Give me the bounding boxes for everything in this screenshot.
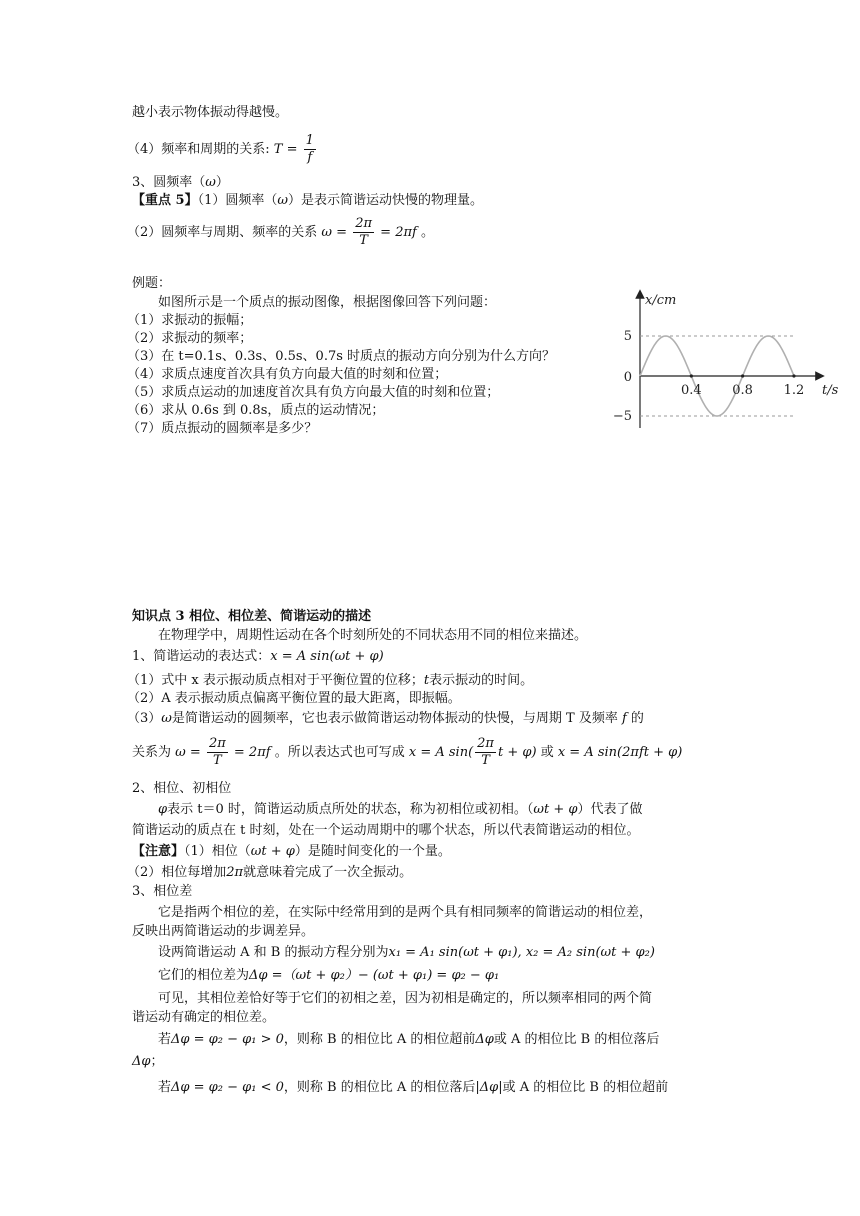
math-expression: Δφ bbox=[132, 1054, 151, 1069]
math-symbol: ω bbox=[205, 175, 216, 190]
fraction-numerator: 2π bbox=[208, 736, 226, 751]
text-line bbox=[158, 967, 499, 985]
math-symbol: t bbox=[423, 673, 430, 688]
text-segment: （3） bbox=[127, 711, 162, 726]
text-line bbox=[127, 132, 318, 168]
x-tick-mark bbox=[690, 374, 693, 377]
text-segment: 表示 t＝0 时，简谐运动质点所处的状态，称为初相位或初相。（ bbox=[167, 802, 534, 817]
y-tick-label: −5 bbox=[612, 409, 632, 424]
math-expression: Δφ bbox=[475, 1032, 494, 1047]
text-line bbox=[132, 192, 483, 210]
x-tick-mark bbox=[741, 374, 744, 377]
fraction-denominator: f bbox=[307, 150, 313, 165]
text-line: 反映出两简谐运动的步调差异。 bbox=[132, 924, 315, 939]
text-line bbox=[132, 734, 682, 772]
text-segment: 设两简谐运动 A 和 B 的振动方程分别为 bbox=[158, 945, 389, 960]
highlight-label: 【重点 5】 bbox=[132, 193, 198, 208]
text-segment: 若 bbox=[158, 1032, 172, 1047]
text-segment: 3、圆频率（ bbox=[132, 175, 206, 190]
text-segment: （1）相位（ bbox=[184, 844, 251, 859]
text-segment: ； bbox=[150, 1054, 164, 1069]
question-item: （1）求振动的振幅； bbox=[127, 313, 253, 328]
text-segment: 它们的相位差为 bbox=[158, 968, 250, 983]
text-segment: 关系为 bbox=[132, 745, 172, 760]
question-item: （5）求质点运动的加速度首次具有负方向最大值的时刻和位置； bbox=[127, 385, 500, 400]
text-line: 简谐运动的质点在 t 时刻，处在一个运动周期中的哪个状态，所以代表简谐运动的相位。 bbox=[132, 823, 640, 838]
text-segment: ）是随时间变化的一个量。 bbox=[294, 844, 451, 859]
text-line bbox=[158, 1079, 668, 1097]
text-segment: 。 bbox=[420, 225, 434, 240]
text-line: 越小表示物体振动得越慢。 bbox=[132, 105, 289, 120]
text-segment: 。所以表达式也可写成 bbox=[274, 745, 405, 760]
math-expression: = 2πf bbox=[380, 225, 417, 240]
math-symbol: ω bbox=[161, 711, 172, 726]
text-segment: （1）圆频率（ bbox=[197, 193, 278, 208]
text-line: （2）A 表示振动质点偏离平衡位置的最大距离，即振幅。 bbox=[127, 691, 461, 706]
x-tick-label: 0.4 bbox=[680, 383, 702, 398]
text-segment: 的 bbox=[630, 711, 644, 726]
text-line bbox=[127, 672, 533, 690]
text-line: 2、相位、初相位 bbox=[132, 781, 232, 796]
x-tick-label: 0.8 bbox=[732, 383, 753, 398]
text-segment: 或 bbox=[540, 745, 554, 760]
math-expression: ωt + φ bbox=[533, 802, 578, 817]
text-segment: 是简谐运动的圆频率，它也表示做简谐运动物体振动的快慢，与周期 T 及频率 bbox=[171, 711, 618, 726]
question-item: （2）求振动的频率； bbox=[127, 331, 253, 346]
text-line bbox=[132, 174, 229, 192]
text-line: 在物理学中，周期性运动在各个时刻所处的不同状态用不同的相位来描述。 bbox=[158, 628, 588, 643]
x-tick-label: 1.2 bbox=[783, 383, 805, 398]
question-item: （7）质点振动的圆频率是多少？ bbox=[127, 421, 318, 436]
text-line bbox=[132, 843, 451, 861]
text-line bbox=[158, 801, 642, 819]
text-segment: （1）式中 x 表示振动质点相对于平衡位置的位移； bbox=[127, 673, 424, 688]
text-segment: ，则称 B 的相位比 A 的相位超前 bbox=[283, 1032, 476, 1047]
math-expression: = 2πf bbox=[233, 745, 271, 760]
math-expression: x = A sin( bbox=[408, 745, 474, 760]
math-expression: |Δφ| bbox=[475, 1080, 503, 1095]
text-line: 谐运动有确定的相位差。 bbox=[132, 1010, 276, 1025]
text-line bbox=[132, 648, 384, 666]
text-line: 3、相位差 bbox=[132, 884, 193, 899]
math-expression: x = A sin(ωt + φ) bbox=[270, 649, 384, 664]
math-symbol: φ bbox=[158, 802, 168, 817]
text-segment: ）是表示简谐运动快慢的物理量。 bbox=[287, 193, 483, 208]
math-expression: x = A sin(2πft + φ) bbox=[557, 745, 683, 760]
text-line bbox=[158, 944, 655, 962]
math-expression: Δφ =（ωt + φ₂）− (ωt + φ₁) = φ₂ − φ₁ bbox=[249, 968, 500, 983]
text-line bbox=[127, 864, 412, 882]
fraction bbox=[207, 736, 228, 769]
fraction-denominator: T bbox=[359, 233, 368, 248]
fraction bbox=[475, 736, 496, 769]
text-line bbox=[132, 1053, 164, 1071]
x-axis-label: t/s bbox=[822, 383, 839, 398]
text-segment: ）代表了做 bbox=[577, 802, 643, 817]
y-tick-label: 5 bbox=[623, 329, 632, 344]
text-segment: 就意味着完成了一次全振动。 bbox=[243, 865, 413, 880]
text-segment: （4）频率和周期的关系: bbox=[127, 142, 270, 157]
text-segment: 1、简谐运动的表达式： bbox=[132, 649, 271, 664]
text-segment: 或 A 的相位比 B 的相位落后 bbox=[493, 1032, 660, 1047]
fraction-denominator: T bbox=[213, 753, 222, 768]
text-segment: （2）圆频率与周期、频率的关系 bbox=[127, 225, 318, 240]
vibration-graph bbox=[600, 288, 850, 443]
math-expression: 2π bbox=[226, 865, 244, 880]
question-item: （4）求质点速度首次具有负方向最大值的时刻和位置； bbox=[127, 367, 448, 382]
text-line: 它是指两个相位的差，在实际中经常用到的是两个具有相同频率的简谐运动的相位差， bbox=[158, 905, 653, 920]
math-expression: Δφ = φ₂ − φ₁ > 0 bbox=[171, 1032, 284, 1047]
math-symbol: ω bbox=[277, 193, 288, 208]
fraction bbox=[304, 133, 316, 166]
math-expression: ω = bbox=[321, 225, 348, 240]
example-intro: 如图所示是一个质点的振动图像，根据图像回答下列问题： bbox=[158, 295, 497, 310]
math-expression: ωt + φ bbox=[250, 844, 295, 859]
x-tick-mark bbox=[792, 374, 795, 377]
math-expression: Δφ = φ₂ − φ₁ < 0 bbox=[171, 1080, 284, 1095]
y-tick-label: 0 bbox=[623, 370, 632, 385]
text-segment: ） bbox=[215, 175, 229, 190]
text-segment: 或 A 的相位比 B 的相位超前 bbox=[502, 1080, 669, 1095]
math-expression: t + φ) bbox=[497, 745, 537, 760]
question-item: （6）求从 0.6s 到 0.8s，质点的运动情况； bbox=[127, 403, 385, 418]
highlight-label: 【注意】 bbox=[132, 844, 185, 859]
text-segment: （2）相位每增加 bbox=[127, 865, 227, 880]
math-expression: x₁ = A₁ sin(ωt + φ₁), x₂ = A₂ sin(ωt + φ₂) bbox=[388, 945, 655, 960]
section-title: 知识点 3 相位、相位差、简谐运动的描述 bbox=[132, 609, 372, 624]
fraction bbox=[353, 216, 374, 249]
math-expression: ω = bbox=[175, 745, 201, 760]
text-line bbox=[127, 214, 434, 252]
fraction-denominator: T bbox=[481, 753, 490, 768]
text-segment: 若 bbox=[158, 1080, 172, 1095]
math-expression: T = bbox=[273, 142, 298, 157]
math-symbol: f bbox=[621, 711, 627, 726]
text-line: 可见，其相位差恰好等于它们的初相之差，因为初相是确定的，所以频率相同的两个简 bbox=[158, 991, 653, 1006]
text-segment: 表示振动的时间。 bbox=[429, 673, 534, 688]
example-title: 例题： bbox=[132, 276, 172, 291]
text-segment: ，则称 B 的相位比 A 的相位落后 bbox=[283, 1080, 476, 1095]
fraction-numerator: 1 bbox=[305, 133, 314, 148]
fraction-numerator: 2π bbox=[355, 216, 373, 231]
y-axis-label: x/cm bbox=[645, 293, 677, 308]
question-item: （3）在 t=0.1s、0.3s、0.5s、0.7s 时质点的振动方向分别为什么方向？ bbox=[127, 349, 556, 364]
text-line bbox=[127, 710, 644, 728]
text-line bbox=[158, 1031, 659, 1049]
fraction-numerator: 2π bbox=[477, 736, 494, 751]
